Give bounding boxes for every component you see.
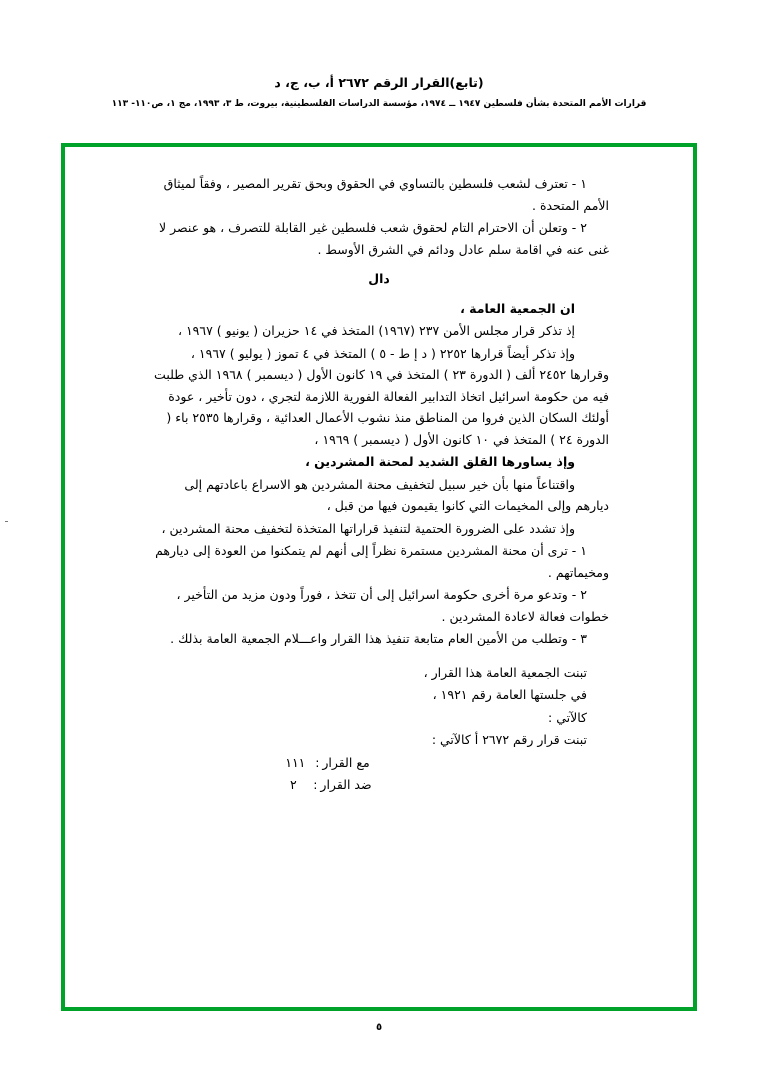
adoption-line-3: كالآتي : xyxy=(548,709,587,725)
vote-label-against: ضد القرار xyxy=(320,777,372,792)
operative-item-1: ١ - ترى أن محنة المشردين مستمرة نظراً إلى أنهم لم يتمكنوا من العودة إلى ديارهم ومخيماتهم . xyxy=(155,543,609,580)
adoption-details xyxy=(149,662,609,796)
preamble-emphasis-implementation: وإذ تشدد على الضرورة الحتمية لتنفيذ قراراتها المتخذة لتخفيف محنة المشردين ، xyxy=(161,520,575,536)
vote-separator: : xyxy=(315,754,320,770)
green-border-frame xyxy=(61,143,697,1011)
margin-tick-mark xyxy=(5,521,8,522)
section-heading-dal: دال xyxy=(368,271,390,286)
paragraph-item-1: ١ - تعترف لشعب فلسطين بالتساوي في الحقوق وبحق تقرير المصير ، وفقاً لميثاق الأمم المتحدة . xyxy=(163,176,609,213)
adoption-line-4: تبنت قرار رقم ٢٦٧٢ أ كالآتي : xyxy=(431,732,587,747)
spacer xyxy=(149,651,609,658)
adoption-line-2: في جلستها العامة رقم ١٩٢١ ، xyxy=(432,687,587,702)
paragraph-item-2: ٢ - وتعلن أن الاحترام التام لحقوق شعب فلسطين غير القابلة للتصرف ، هو عنصر لا غنى عنه في اقامة سلم عادل ودائم في الشرق الأوسط . xyxy=(159,220,609,257)
vote-value-against: ٢ xyxy=(290,777,297,792)
document-header xyxy=(0,74,758,111)
preamble-concern-displaced: وإذ يساورها القلق الشديد لمحنة المشردين ، xyxy=(305,454,575,469)
document-source-citation: قرارات الأمم المتحدة بشأن فلسطين ١٩٤٧ ــ ١٩٧٤، مؤسسة الدراسات الفلسطينية، بيروت، ط ٣، ١٩٩٣، مج ١، ص١١٠- ١١٣ xyxy=(111,98,647,109)
vote-row-against xyxy=(149,774,609,796)
adoption-line-1: تبنت الجمعية العامة هذا القرار ، xyxy=(423,664,587,680)
preamble-general-assembly: ان الجمعية العامة ، xyxy=(460,300,575,316)
resolution-body xyxy=(149,173,609,797)
page-number: ٥ xyxy=(375,1022,383,1033)
spacer xyxy=(149,291,609,298)
spacer xyxy=(149,261,609,268)
document-title: (تابع)القرار الرقم ٢٦٧٢ أ، ب، ج، د xyxy=(274,75,484,90)
operative-item-3: ٣ - وتطلب من الأمين العام متابعة تنفيذ هذا القرار واعـــلام الجمعية العامة بذلك . xyxy=(170,631,587,646)
operative-item-2: ٢ - وتدعو مرة أخرى حكومة اسرائيل إلى أن تتخذ ، فوراً ودون مزيد من التأخير ، خطوات فعالة لاعادة المشردين . xyxy=(176,587,609,624)
preamble-recall-237: إذ تذكر قرار مجلس الأمن ٢٣٧ (١٩٦٧) المتخذ في ١٤ حزيران ( يونيو ) ١٩٦٧ ، xyxy=(177,323,575,338)
preamble-recall-2252-2452-2535: وإذ تذكر أيضاً قرارها ٢٢٥٢ ( د إ ط - ٥ ) المتخذ في ٤ تموز ( يوليو ) ١٩٦٧ ، وقرارها ٢٤٥٢ ألف ( الدورة ٢٣ ) المتخذ في ١٩ كانون الأول ( ديسمبر ) ١٩٦٨ الذي طلبت فيه من حكومة اسرائيل اتخاذ التدابير الفعالة الفورية اللازمة لتجري ، دون تأخير ، عودة أولئك السكان الذين فروا من المناطق منذ نشوب الأعمال العدائية ، وقرارها ٢٥٣٥ باء ( الدورة ٢٤ ) المتخذ في ١٠ كانون الأول ( ديسمبر ) ١٩٦٩ ، xyxy=(154,345,609,447)
vote-label-for: مع القرار xyxy=(322,754,370,770)
preamble-conviction-return: واقتناعاً منها بأن خير سبيل لتخفيف محنة المشردين هو الاسراع باعادتهم إلى ديارهم وإلى المخيمات التي كانوا يقيمون فيها من قبل ، xyxy=(184,476,609,513)
vote-row-for xyxy=(149,752,609,774)
vote-separator: : xyxy=(313,777,318,792)
vote-value-for: ١١١ xyxy=(285,754,306,770)
